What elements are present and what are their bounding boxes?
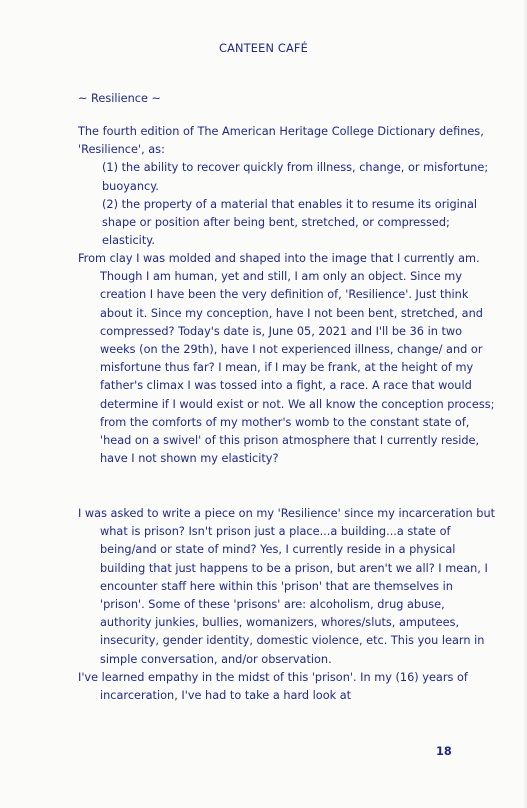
section-title: ~ Resilience ~ xyxy=(78,92,161,105)
paragraph-text: I was asked to write a piece on my 'Resilience' since my incarceration but what is prison? Isn't prison just a place...a building...a state of being/and or state of mind? Yes, I currently reside in a physical building that just happens to be a prison, but aren't we all? I mean, I encounter staff here within this 'prison' that are themselves in 'prison'. Some of these 'prisons' are: alcoholism, drug abuse, authority junkies, bullies, womanizers, whores/sluts, amputees, insecurity, gender identity, domestic violence, etc. This you learn in simple conversation, and/or observation. xyxy=(78,507,496,666)
page-header: CANTEEN CAFÉ xyxy=(219,42,308,55)
definition-item: (2) the property of a material that enables it to resume its original shape or position after being bent, stretched, or compressed; elasticity. xyxy=(102,197,478,248)
definition-item: (1) the ability to recover quickly from illness, change, or misfortune; buoyancy. xyxy=(102,161,489,193)
intro-block xyxy=(78,123,498,250)
intro-text: The fourth edition of The American Heritage College Dictionary defines, 'Resilience', as: xyxy=(78,125,484,157)
definition-list xyxy=(78,159,498,250)
paragraph-text: From clay I was molded and shaped into the image that I currently am. Though I am human, yet and still, I am only an object. Since my creation I have been the very definition of, 'Resilience'. Just think about it. Since my conception, have I not been bent, stretched, and compressed? Today's date is, June 05, 2021 and I'll be 36 in two weeks (on the 29th), have I not experienced illness, change/ and or misfortune thus far? I mean, if I may be frank, at the height of my father's climax I was tossed into a fight, a race. A race that would determine if I would exist or not. We all know the conception process; from the comforts of my mother's womb to the constant state of, 'head on a swivel' of this prison atmosphere that I currently reside, have I not shown my elasticity? xyxy=(78,252,495,466)
body-paragraph-group xyxy=(78,505,498,705)
body-paragraph-1 xyxy=(78,250,498,468)
paragraph-text: I've learned empathy in the midst of this 'prison'. In my (16) years of incarceration, I've had to take a hard look at xyxy=(78,670,468,703)
page-edge-shadow xyxy=(523,0,527,808)
page-number: 18 xyxy=(436,745,452,758)
